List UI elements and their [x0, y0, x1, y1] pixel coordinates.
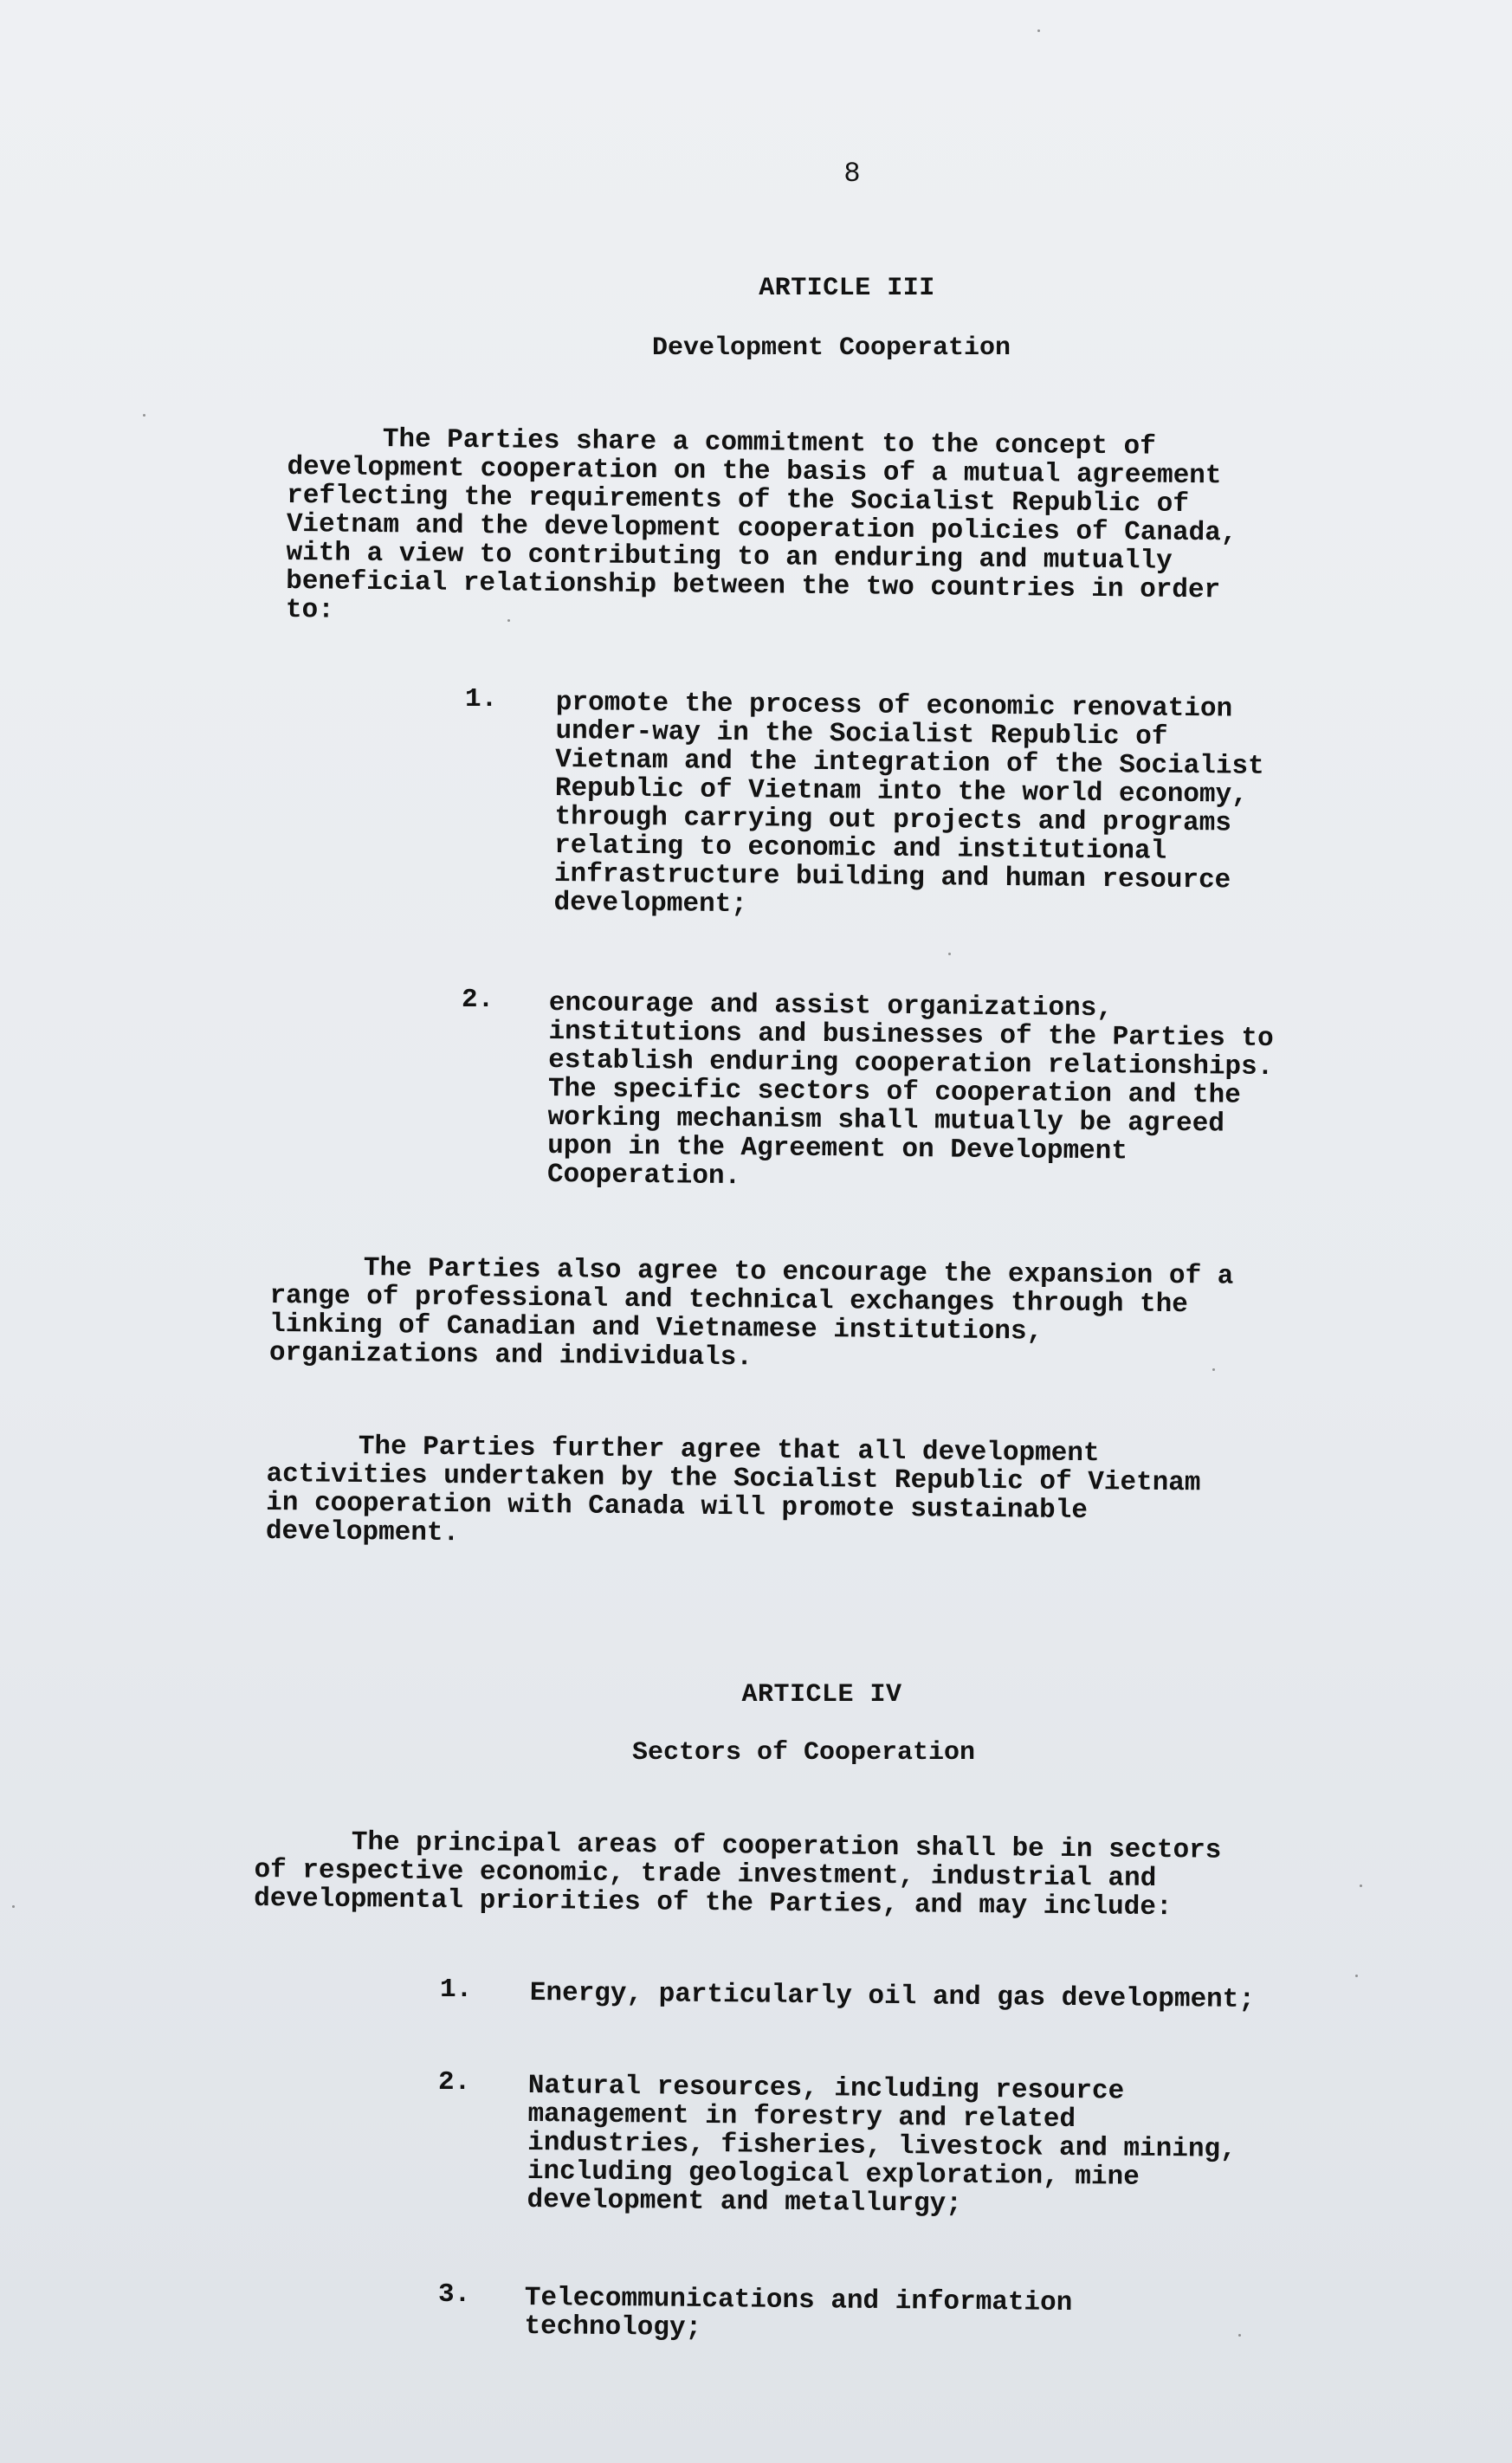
- scan-speck: [948, 953, 951, 955]
- article-3-item-2-number: 2.: [462, 985, 494, 1015]
- scan-speck: [1212, 1368, 1215, 1371]
- article-3-para-3: The Parties further agree that all development activities undertaken by the Socialist Republic of Vietnam in cooperation with Canada will promote sustainable development.: [265, 1432, 1201, 1549]
- scan-speck: [1037, 29, 1040, 32]
- article-4-item-2-text: Natural resources, including resource management in forestry and related industries, fisheries, livestock and mining, including geological exploration, mine development and metallurgy;: [527, 2071, 1237, 2220]
- article-3-subtitle: Development Cooperation: [651, 333, 1011, 363]
- article-4-intro: The principal areas of cooperation shall be in sectors of respective economic, trade investment, industrial and developmental priorities of the Parties, and may include:: [254, 1827, 1222, 1923]
- article-3-item-1-text: promote the process of economic renovation under-way in the Socialist Republic of Vietnam and the integration of the Socialist Republic of Vietnam into the world economy, through carrying out projects and programs relating to economic and institutional infrastructure building and human resource development;: [553, 688, 1264, 921]
- article-4-item-1-number: 1.: [440, 1975, 473, 2005]
- article-3-title: ARTICLE III: [759, 274, 935, 303]
- article-3-item-2-text: encourage and assist organizations, institutions and businesses of the Parties to establish enduring cooperation relationships. The specific sectors of cooperation and the working mechanism shall mutually be agreed upon in the Agreement on Development Cooperation.: [546, 988, 1274, 1193]
- article-4-item-1-text: Energy, particularly oil and gas development;: [529, 1978, 1256, 2016]
- article-3-item-1-number: 1.: [465, 684, 498, 714]
- scan-speck: [1238, 2334, 1241, 2337]
- article-4-item-3-number: 3.: [438, 2279, 471, 2310]
- article-4-title: ARTICLE IV: [741, 1680, 902, 1710]
- article-4-item-2-number: 2.: [438, 2067, 471, 2098]
- scan-speck: [1355, 1975, 1358, 1977]
- article-4-item-3-text: Telecommunications and information technology;: [524, 2283, 1073, 2343]
- page-number: 8: [843, 158, 861, 190]
- scan-speck: [143, 414, 145, 417]
- scan-speck: [1360, 1884, 1362, 1887]
- article-3-para-2: The Parties also agree to encourage the expansion of a range of professional and technical exchanges through the linking of Canadian and Vietnamese institutions, organizations and individuals.: [268, 1253, 1234, 1374]
- article-4-subtitle: Sectors of Cooperation: [631, 1738, 976, 1768]
- article-3-intro: The Parties share a commitment to the concept of development cooperation on the basis of a mutual agreement reflecting the requirements of the Socialist Republic of Vietnam and the development cooperation policies of Canada, with a view to contributing to an enduring and mutually beneficial relationship between the two countries in order to:: [285, 424, 1237, 626]
- scan-speck: [507, 619, 510, 622]
- scan-speck: [12, 1905, 15, 1908]
